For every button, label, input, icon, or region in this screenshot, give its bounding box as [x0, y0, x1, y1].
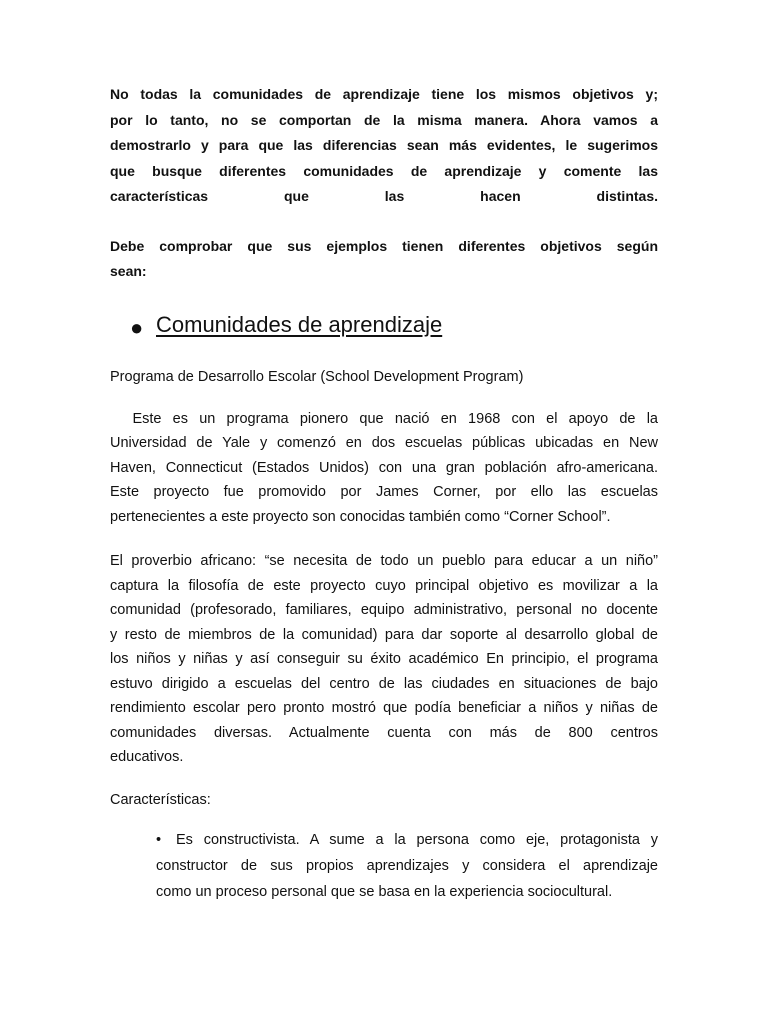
- instruction-line: sean:: [110, 263, 147, 279]
- bullet-icon: ●: [130, 314, 144, 340]
- document-page: [110, 82, 658, 905]
- instruction-paragraph: [110, 234, 658, 285]
- program-paragraph: [110, 407, 658, 530]
- paragraph-line: Haven, Connecticut (Estados Unidos) con una gran población afro-americana.: [110, 459, 658, 476]
- paragraph-line: educativos.: [110, 749, 184, 765]
- list-item: [110, 827, 658, 905]
- proverb-paragraph: [110, 549, 658, 770]
- paragraph-line: comunidades diversas. Actualmente cuenta con más de 800 centros: [110, 724, 658, 741]
- list-item-line: constructor de sus propios aprendizajes y considera el aprendizaje: [156, 857, 658, 874]
- paragraph-line: los niños y niñas y así conseguir su éxito académico En principio, el programa: [110, 651, 658, 667]
- paragraph-line: comunidad (profesorado, familiares, equipo administrativo, personal no docente: [110, 602, 658, 618]
- paragraph-line: Universidad de Yale y comenzó en dos escuelas públicas ubicadas en New: [110, 435, 658, 451]
- bullet-icon: •: [156, 831, 162, 848]
- instruction-line: Debe comprobar que sus ejemplos tienen diferentes objetivos según: [110, 237, 658, 254]
- intro-line: demostrarlo y para que las diferencias sean más evidentes, le sugerimos: [110, 137, 658, 153]
- list-item-text: [156, 827, 658, 905]
- program-title: Programa de Desarrollo Escolar (School Development Program): [110, 368, 524, 385]
- paragraph-line: rendimiento escolar pero pronto mostró que podía beneficiar a niños y niñas de: [110, 700, 658, 716]
- intro-paragraph: [110, 82, 658, 210]
- paragraph-line: y resto de miembros de la comunidad) para dar soporte al desarrollo global de: [110, 626, 658, 643]
- paragraph-line: Este proyecto fue promovido por James Corner, por ello las escuelas: [110, 484, 658, 500]
- intro-line: No todas la comunidades de aprendizaje tiene los mismos objetivos y;: [110, 86, 658, 102]
- paragraph-line: pertenecientes a este proyecto son conocidas también como “Corner School”.: [110, 508, 611, 525]
- section-heading: [110, 311, 658, 347]
- intro-line: por lo tanto, no se comportan de la misma manera. Ahora vamos a: [110, 111, 658, 128]
- intro-line: que busque diferentes comunidades de aprendizaje y comente las: [110, 162, 658, 179]
- paragraph-line: estuvo dirigido a escuelas del centro de las ciudades en situaciones de bajo: [110, 675, 658, 692]
- paragraph-line: captura la filosofía de este proyecto cuyo principal objetivo es movilizar a la: [110, 577, 658, 594]
- intro-line: características que las hacen distintas.: [110, 188, 658, 204]
- list-item-line: Es constructivista. A sume a la persona como eje, protagonista y: [176, 831, 658, 848]
- paragraph-line: Este es un programa pionero que nació en 1968 con el apoyo de la: [110, 410, 658, 427]
- list-item-line: como un proceso personal que se basa en la experiencia sociocultural.: [156, 883, 613, 900]
- section-title: Comunidades de aprendizaje: [156, 311, 443, 337]
- paragraph-line: El proverbio africano: “se necesita de todo un pueblo para educar a un niño”: [110, 553, 658, 569]
- characteristics-label: Características:: [110, 791, 211, 808]
